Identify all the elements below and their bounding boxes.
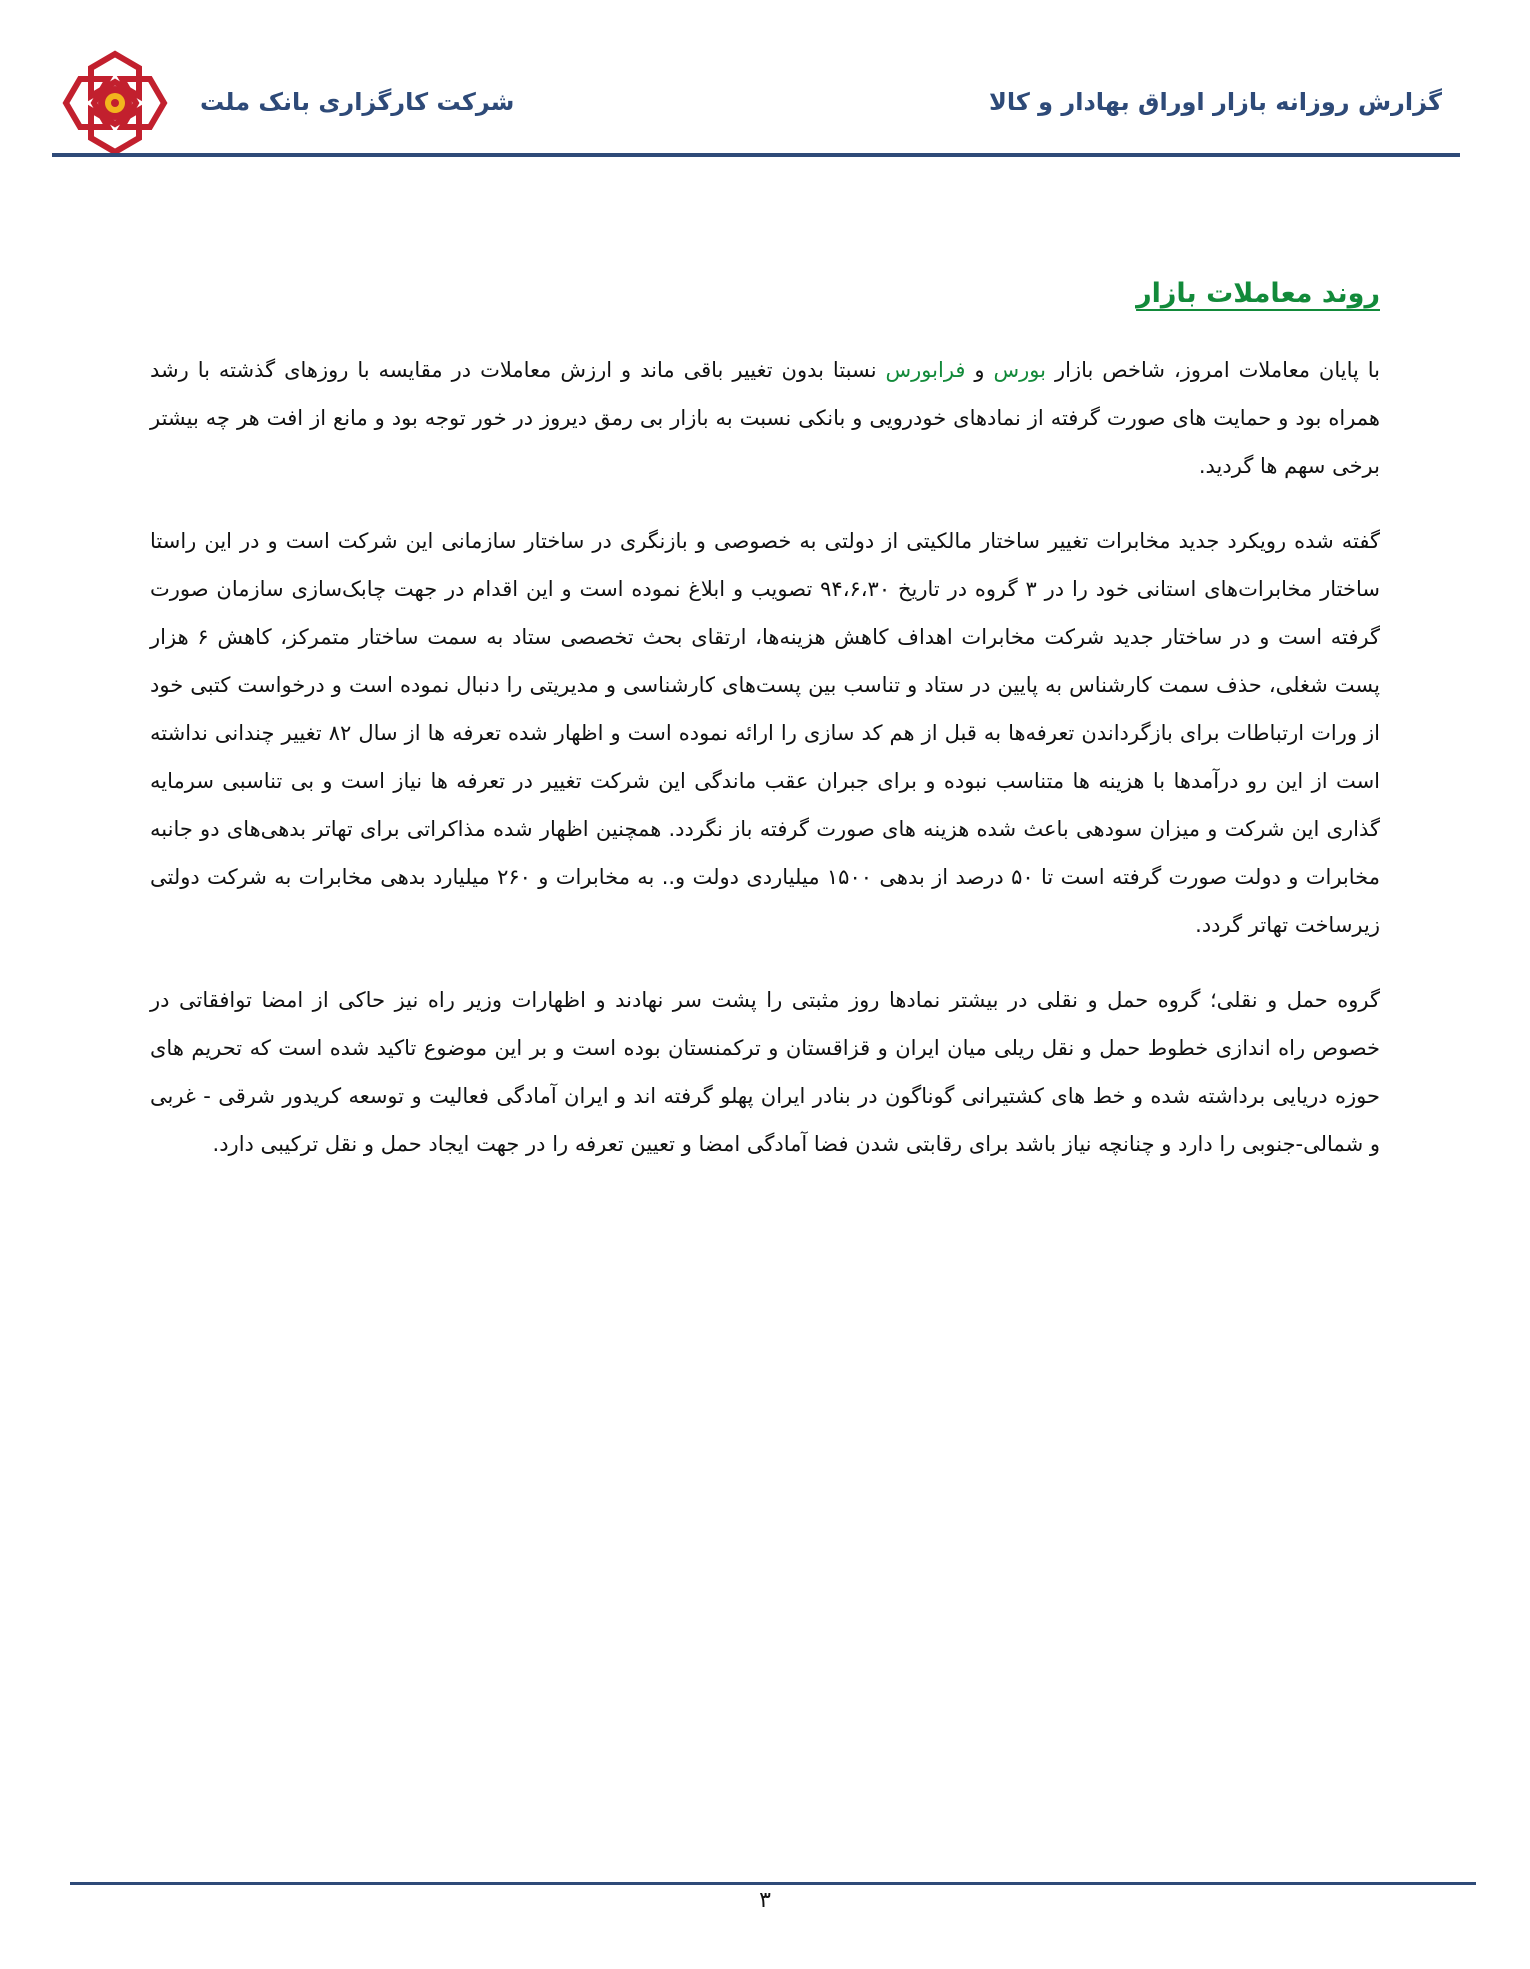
paragraph-text: نسبتا بدون تغییر باقی ماند و ارزش معاملات در مقایسه با روزهای گذشته با رشد همراه بود و حمایت های صورت گرفته از نمادهای خودرویی و بانکی نسبت به بازار بی رمق دیروز در خور توجه بود و مانع از افت هر چه بیشتر برخی سهم ها گردید. <box>150 358 1380 478</box>
section-title: روند معاملات بازار <box>1136 278 1380 309</box>
page-number: ۳ <box>759 1888 771 1913</box>
header-divider <box>52 153 1460 157</box>
bourse-link: بورس <box>993 358 1047 382</box>
farabourse-link: فرابورس <box>885 358 966 382</box>
paragraph-market-summary <box>150 346 1380 490</box>
page-header <box>0 0 1530 160</box>
company-name: شرکت کارگزاری بانک ملت <box>200 88 515 116</box>
footer-divider <box>70 1882 1476 1885</box>
paragraph-text: با پایان معاملات امروز، شاخص بازار <box>1046 358 1381 382</box>
paragraph-telecom: گفته شده رویکرد جدید مخابرات تغییر ساختار مالکیتی از دولتی به خصوصی و بازنگری در ساختار سازمانی این شرکت است و در این راستا ساختار مخابرات‌های استانی خود را در ۳ گروه در تاریخ ۹۴،۶،۳۰ تصویب و ابلاغ نموده است و این اقدام در جهت چابک‌سازی سازمان صورت گرفته است و در ساختار جدید شرکت مخابرات اهداف کاهش هزینه‌ها، ارتقای بحث تخصصی ستاد به سمت ساختار متمرکز، کاهش ۶ هزار پست شغلی، حذف سمت کارشناس به پایین در ستاد و تناسب بین پست‌های کارشناسی و مدیریتی را دنبال نموده است و درخواست کتبی خود از ورات ارتباطات برای بازگرداندن تعرفه‌ها به قبل از هم کد سازی را ارائه نموده است و اظهار شده تعرفه ها از سال ۸۲ تغییر چندانی نداشته است از این رو درآمدها با هزینه ها متناسب نبوده و برای جبران عقب ماندگی این شرکت تغییر در تعرفه ها نیاز است و بی تناسبی سرمایه گذاری این شرکت و میزان سودهی باعث شده هزینه های صورت گرفته باز نگردد. همچنین اظهار شده مذاکراتی برای تهاتر بدهی‌های دو جانبه مخابرات و دولت صورت گرفته است تا ۵۰ درصد از بدهی ۱۵۰۰ میلیاردی دولت و.. به مخابرات و ۲۶۰ میلیارد بدهی مخابرات به شرکت دولتی زیرساخت تهاتر گردد. <box>150 529 1381 937</box>
company-logo-icon <box>62 50 168 156</box>
paragraph-transport: گروه حمل و نقلی؛ گروه حمل و نقلی در بیشتر نمادها روز مثبتی را پشت سر نهادند و اظهارات وزیر راه نیز حاکی از امضا توافقاتی در خصوص راه اندازی خطوط حمل و نقل ریلی میان ایران و قزاقستان و ترکمنستان بوده است و بر این موضوع تاکید شده است که تحریم های حوزه دریایی برداشته شده و خط های کشتیرانی گوناگون در بنادر ایران پهلو گرفته اند و ایران آمادگی فعالیت و توسعه کریدور شرقی - غربی و شمالی-جنوبی را دارد و چنانچه نیاز باشد برای رقابتی شدن فضا آمادگی امضا و تعیین تعرفه را در جهت ایجاد حمل و نقل ترکیبی دارد. <box>150 988 1380 1156</box>
paragraph-text: و <box>965 358 994 382</box>
main-content <box>150 270 1380 1195</box>
report-title: گزارش روزانه بازار اوراق بهادار و کالا <box>988 88 1442 116</box>
